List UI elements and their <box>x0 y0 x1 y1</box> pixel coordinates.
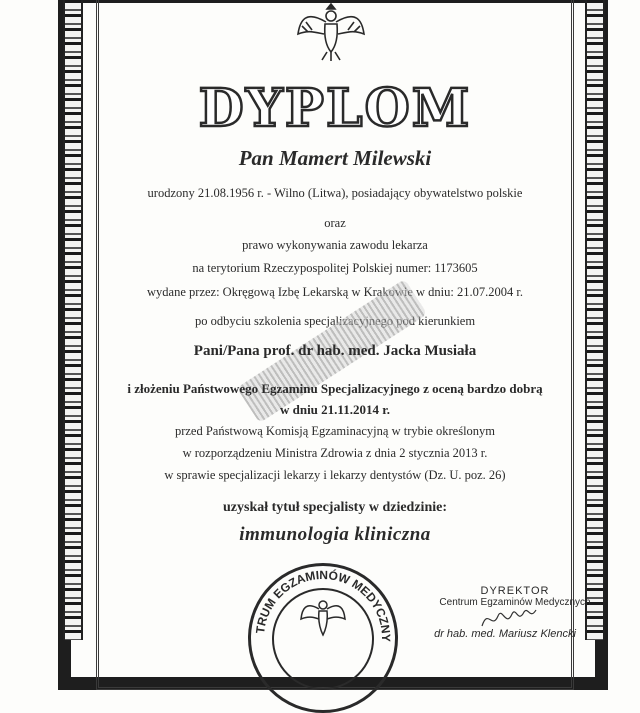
exam-date-line: w dniu 21.11.2014 r. <box>279 402 391 417</box>
matter-line: w sprawie specjalizacji lekarzy i lekarzy dentystów (Dz. U. poz. 26) <box>164 468 506 482</box>
training-line: po odbyciu szkolenia specjalizacyjnego pod kierunkiem <box>194 314 476 328</box>
issued-by-line: wydane przez: Okręgową Izbę Lekarską w Krakowie w dniu: 21.07.2004 r. <box>147 285 523 299</box>
rope-border-left <box>63 0 83 640</box>
diploma-title: DYPLOM <box>198 78 472 139</box>
regulation-line: w rozporządzeniu Ministra Zdrowia z dnia 2 stycznia 2013 r. <box>182 446 488 460</box>
eagle-seal-emblem-icon <box>300 595 346 640</box>
acquired-title-line: uzyskał tytuł specjalisty w dziedzinie: <box>223 500 447 515</box>
signatory-name: dr hab. med. Mariusz Klencki <box>434 628 576 640</box>
exam-line: i złożeniu Państwowego Egzaminu Specjalizacyjnego z oceną bardzo dobrą <box>127 381 543 396</box>
specialty-name: immunologia kliniczna <box>239 524 431 545</box>
holder-name: Pan Mamert Milewski <box>238 146 432 170</box>
commission-line: przed Państwową Komisją Egzaminacyjną w trybie określonym <box>174 424 496 438</box>
signatory-institution: Centrum Egzaminów Medycznych <box>439 597 591 608</box>
seal-text: CENTRUM EGZAMINÓW MEDYCZNYCH <box>243 552 394 642</box>
oraz-line: oraz <box>324 216 346 230</box>
birth-line: urodzony 21.08.1956 r. - Wilno (Litwa), posiadający obywatelstwo polskie <box>147 186 523 200</box>
right-to-practice-line: prawo wykonywania zawodu lekarza <box>242 238 428 252</box>
polish-eagle-emblem-icon <box>296 0 366 62</box>
territory-line: na terytorium Rzeczypospolitej Polskiej numer: 1173605 <box>192 261 478 275</box>
rope-border-right <box>585 0 605 640</box>
signatory-role: DYREKTOR <box>480 585 550 597</box>
supervisor-line: Pani/Pana prof. dr hab. med. Jacka Musiała <box>193 343 477 359</box>
